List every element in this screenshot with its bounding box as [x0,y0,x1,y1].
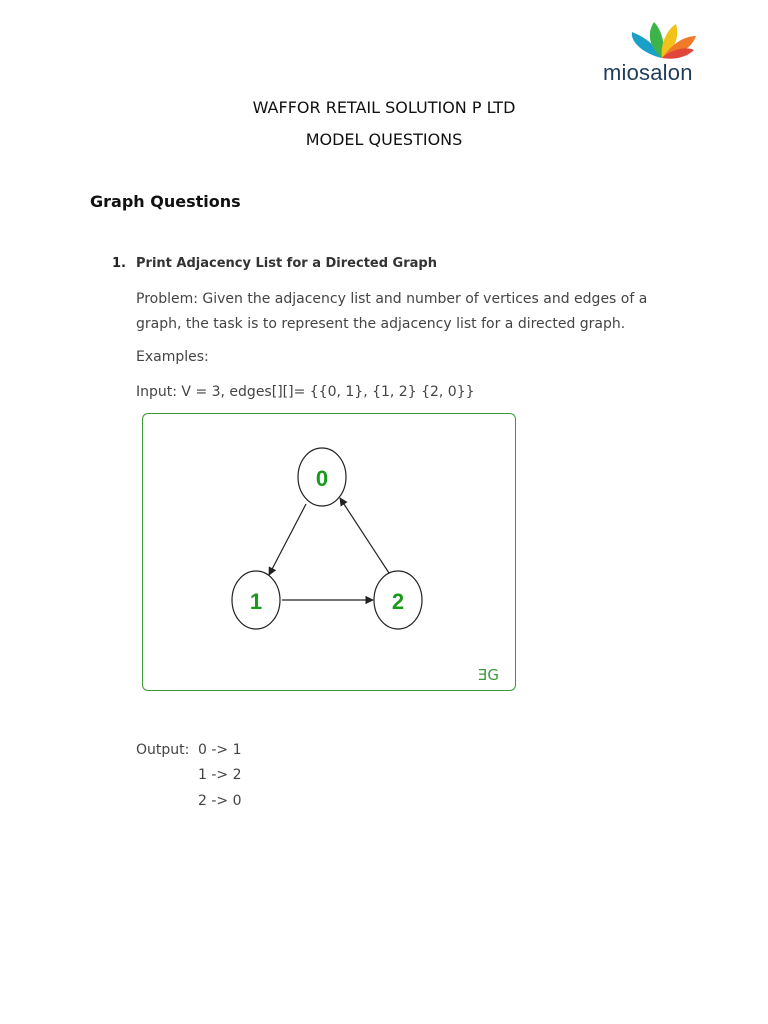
node-label-0: 0 [315,466,329,491]
graph-figure [142,413,516,691]
node-label-2: 2 [391,589,405,614]
output-line: 1 -> 2 [198,767,242,783]
output-line: 2 -> 0 [198,793,242,809]
edge-2-0 [340,498,389,573]
logo-wordmark: miosalon [603,60,693,85]
question-number: 1. [112,256,126,271]
question-title: Print Adjacency List for a Directed Graph [136,256,437,271]
input-example: Input: V = 3, edges[][]= {{0, 1}, {1, 2} {2, 0}} [136,384,475,400]
document-subtitle: MODEL QUESTIONS [305,130,463,149]
lotus-icon [600,20,725,62]
node-label-1: 1 [249,589,263,614]
problem-statement: Problem: Given the adjacency list and number of vertices and edges of a graph, the task is to represent the adjacency list for a directed graph. [136,291,648,332]
miosalon-logo [600,20,725,90]
output-label: Output: [136,742,190,758]
examples-label: Examples: [136,349,209,365]
company-heading: WAFFOR RETAIL SOLUTION P LTD [252,98,516,117]
watermark-logo: ƎG [477,666,499,684]
output-line: 0 -> 1 [198,742,242,758]
edge-0-1 [269,504,306,575]
directed-graph [143,414,517,692]
section-title: Graph Questions [90,192,241,211]
